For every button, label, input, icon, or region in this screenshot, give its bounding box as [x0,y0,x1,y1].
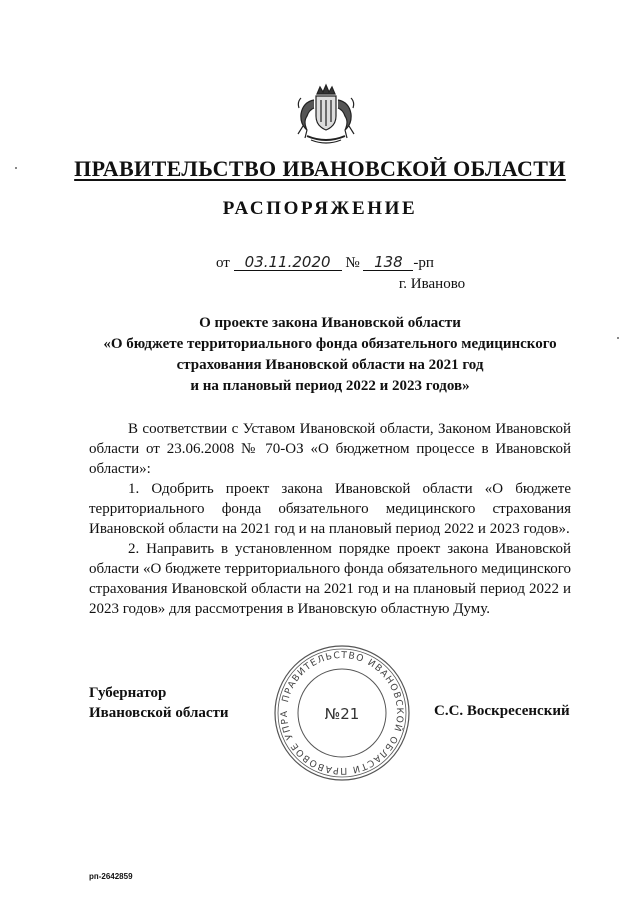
item-1-paragraph: 1. Одобрить проект закона Ивановской области «О бюджете территориального фонда обязательного медицинского страхования Ивановской области на 2021 год и на плановый период 2022 и 2023 годов». [89,481,571,537]
document-type: РАСПОРЯЖЕНИЕ [222,198,418,219]
item-2-paragraph: 2. Направить в установленном порядке проект закона Ивановской области «О бюджете территориального фонда обязательного медицинского страхования Ивановской области на 2021 год и на плановый период 2022 и 2023 годов» для рассмотрения в Ивановскую областную Думу. [89,541,571,617]
coat-of-arms-emblem [295,82,357,146]
subject-line: О проекте закона Ивановской области [199,315,461,331]
official-stamp-icon [272,643,412,783]
government-title: ПРАВИТЕЛЬСТВО ИВАНОВСКОЙ ОБЛАСТИ [74,156,566,181]
ivanovo-coat-of-arms-icon [295,82,357,146]
registration-line [216,254,434,272]
signer-position [89,683,229,723]
signer-name: С.С. Воскресенский [434,703,570,719]
position-line: Ивановской области [89,705,229,721]
date-value: 03.11.2020 [234,254,342,271]
city: г. Иваново [398,276,466,292]
number-sign: № [345,255,360,271]
stamp-ring-text: ПРАВИТЕЛЬСТВО ИВАНОВСКОЙ ОБЛАСТИ ПРАВОВОЕ УПРА [278,649,406,777]
stamp-number: №21 [324,705,360,723]
document-code: рп-2642859 [89,872,133,881]
subject-line: и на плановый период 2022 и 2023 годов» [190,378,470,394]
position-line: Губернатор [89,685,167,701]
document-subject [80,313,580,397]
document-body [89,419,571,619]
scan-speck [15,167,17,169]
number-suffix: -рп [413,255,434,271]
preamble-paragraph: В соответствии с Уставом Ивановской области, Законом Ивановской области от 23.06.2008 № 70-ОЗ «О бюджетном процессе в Ивановской области»: [89,421,571,477]
date-prefix: от [216,255,230,271]
scan-speck [617,337,619,339]
official-stamp [272,643,412,783]
number-value: 138 [363,254,413,271]
subject-line: «О бюджете территориального фонда обязательного медицинского [103,336,557,352]
subject-line: страхования Ивановской области на 2021 год [176,357,484,373]
